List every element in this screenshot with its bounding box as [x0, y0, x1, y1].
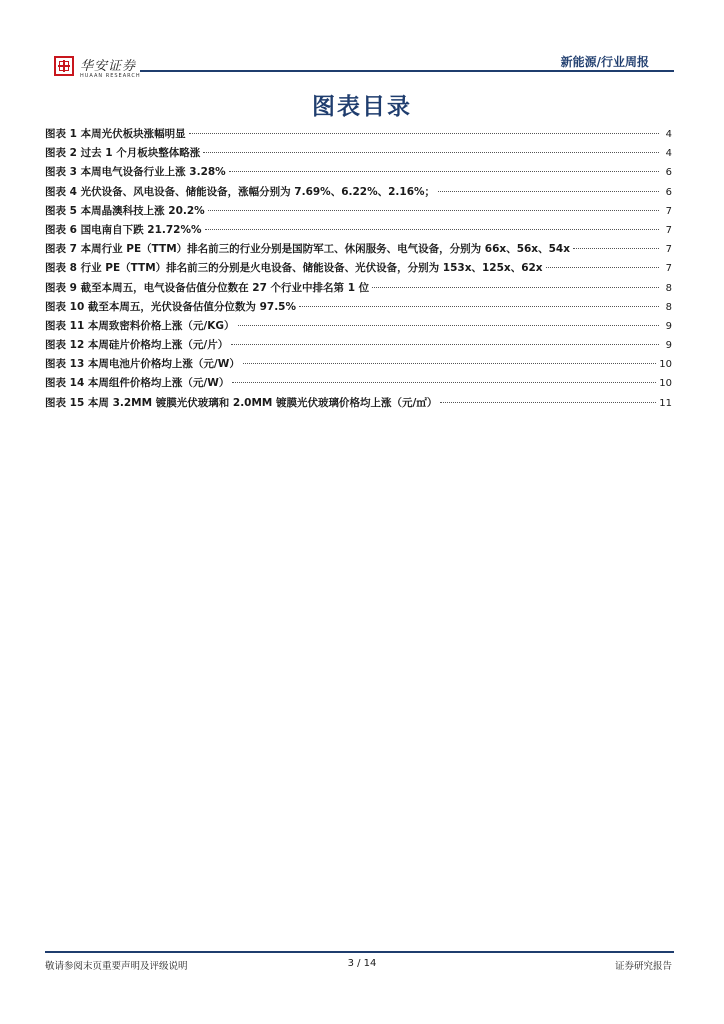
toc-dot-leader	[238, 325, 659, 326]
toc-entry[interactable]	[45, 203, 672, 222]
toc-entry[interactable]	[45, 395, 672, 414]
toc-dot-leader	[208, 210, 659, 211]
toc-dot-leader	[243, 363, 656, 364]
footer-doc-type: 证券研究报告	[614, 961, 672, 972]
toc-entry-page: 10	[659, 359, 672, 371]
toc-entry-label: 图表 1 本周光伏板块涨幅明显	[45, 128, 186, 140]
toc-entry-page: 7	[665, 224, 672, 236]
huaan-logo-icon	[54, 56, 74, 76]
toc-entry[interactable]	[45, 299, 672, 318]
toc-entry-page: 11	[659, 397, 672, 409]
toc-entry-page: 10	[659, 378, 672, 390]
toc-entry-label: 图表 6 国电南自下跌 21.72%%	[45, 223, 202, 236]
toc-entry-page: 9	[665, 340, 672, 352]
toc-dot-leader	[205, 229, 659, 230]
brand-name: 华安证券	[80, 59, 137, 74]
toc-entry-page: 8	[665, 301, 672, 313]
toc-entry-page: 6	[665, 167, 672, 179]
toc-entry[interactable]	[45, 280, 672, 299]
footer-divider	[45, 951, 674, 953]
toc-entry-label: 图表 10 截至本周五，光伏设备估值分位数为 97.5%	[45, 300, 297, 313]
toc-dot-leader	[573, 248, 659, 249]
toc-entry[interactable]	[45, 337, 672, 356]
report-type-label: 新能源/行业周报	[560, 55, 649, 69]
header-divider	[140, 70, 674, 72]
toc-entry[interactable]	[45, 164, 672, 183]
toc-entry[interactable]	[45, 126, 672, 145]
toc-entry[interactable]	[45, 260, 672, 279]
toc-entry[interactable]	[45, 356, 672, 375]
toc-entry-page: 9	[665, 320, 672, 332]
toc-entry-page: 7	[665, 244, 672, 256]
toc-dot-leader	[440, 402, 656, 403]
toc-entry[interactable]	[45, 145, 672, 164]
brand-subtitle: HUAAN RESEARCH	[80, 73, 141, 79]
toc-entry-page: 4	[665, 129, 672, 140]
toc-entry[interactable]	[45, 222, 672, 241]
toc-dot-leader	[438, 191, 659, 192]
toc-entry-page: 7	[665, 205, 672, 217]
footer-disclaimer: 敬请参阅末页重要声明及评级说明	[45, 961, 188, 972]
toc-entry[interactable]	[45, 241, 672, 260]
toc-dot-leader	[372, 287, 659, 288]
toc-entry-label: 图表 13 本周电池片价格均上涨（元/W）	[45, 358, 240, 371]
toc-entry-page: 8	[665, 282, 672, 294]
toc-dot-leader	[229, 171, 659, 172]
toc-entry-page: 7	[665, 263, 672, 275]
toc-entry-label: 图表 2 过去 1 个月板块整体略涨	[45, 147, 201, 160]
toc-dot-leader	[231, 344, 659, 345]
toc-entry-page: 6	[665, 186, 672, 198]
toc-dot-leader	[189, 133, 659, 134]
toc-entry-label: 图表 3 本周电气设备行业上涨 3.28%	[45, 166, 226, 179]
toc-dot-leader	[203, 152, 659, 153]
toc-entry-label: 图表 11 本周致密料价格上涨（元/KG）	[45, 319, 235, 332]
toc-entry[interactable]	[45, 375, 672, 394]
toc-entry-label: 图表 9 截至本周五，电气设备估值分位数在 27 个行业中排名第 1 位	[45, 281, 370, 294]
toc-list	[45, 126, 672, 414]
toc-entry[interactable]	[45, 184, 672, 203]
toc-dot-leader	[232, 382, 656, 383]
footer-page-number: 3 / 14	[347, 958, 377, 969]
toc-entry-label: 图表 5 本周晶澳科技上涨 20.2%	[45, 204, 205, 217]
toc-entry-label: 图表 14 本周组件价格均上涨（元/W）	[45, 377, 230, 390]
toc-entry-label: 图表 12 本周硅片价格均上涨（元/片）	[45, 339, 229, 352]
toc-dot-leader	[299, 306, 659, 307]
toc-title: 图表目录	[312, 94, 412, 120]
toc-entry-page: 4	[665, 148, 672, 160]
toc-entry[interactable]	[45, 318, 672, 337]
toc-entry-label: 图表 15 本周 3.2MM 镀膜光伏玻璃和 2.0MM 镀膜光伏玻璃价格均上涨（元/㎡）	[45, 396, 438, 409]
toc-entry-label: 图表 7 本周行业 PE（TTM）排名前三的行业分别是国防军工、休闲服务、电气设备，分别为 66x、56x、54x	[45, 243, 570, 256]
toc-dot-leader	[546, 267, 659, 268]
toc-entry-label: 图表 8 行业 PE（TTM）排名前三的分别是火电设备、储能设备、光伏设备，分别为 153x、125x、62x	[45, 262, 543, 275]
toc-entry-label: 图表 4 光伏设备、风电设备、储能设备，涨幅分别为 7.69%、6.22%、2.16%；	[45, 185, 436, 198]
